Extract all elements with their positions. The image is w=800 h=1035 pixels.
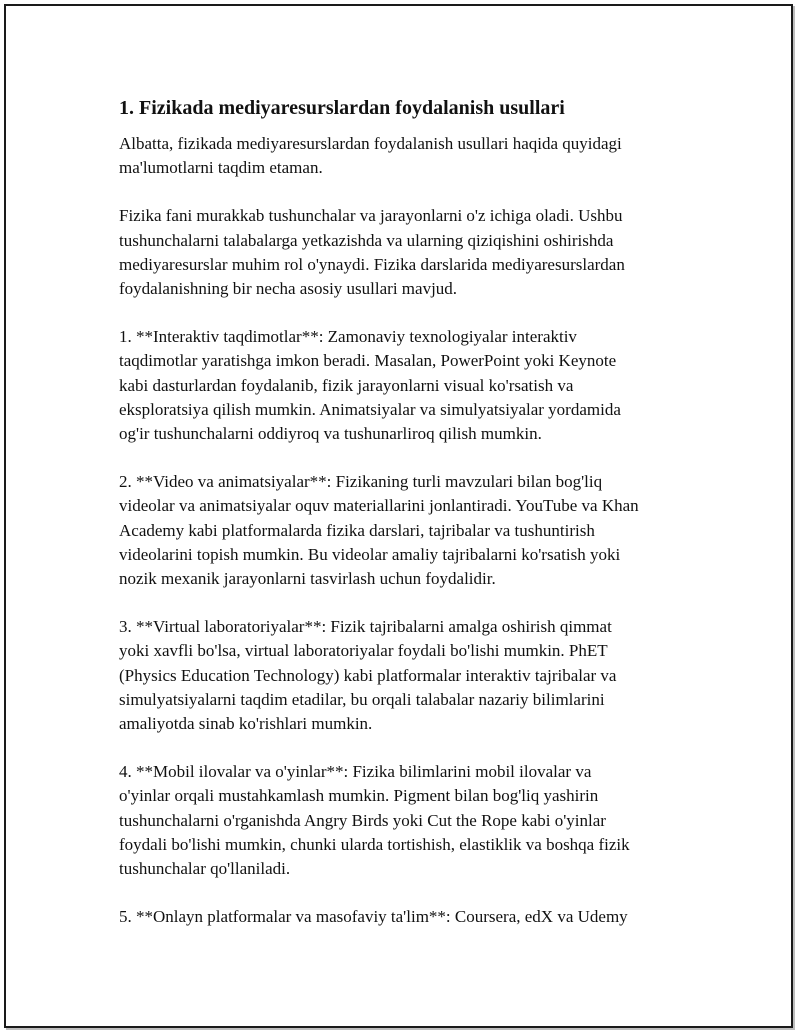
item-online-platforms: 5. **Onlayn platformalar va masofaviy ta'lim**: Coursera, edX va Udemy <box>119 907 628 927</box>
item-mobile-apps-games: 4. **Mobil ilovalar va o'yinlar**: Fizika bilimlarini mobil ilovalar va o'yinlar orqali mustahkamlash mumkin. Pigment bilan bog'liq yashirin tushunchalarni o'rganishda Angry Birds yoki Cut the Rope kabi o'yinlar foydali bo'lishi mumkin, chunki ularda tortishish, elastiklik va boshqa fizik tushunchalar qo'llaniladi. <box>119 762 630 879</box>
item-video-animations: 2. **Video va animatsiyalar**: Fizikaning turli mavzulari bilan bog'liq videolar va animatsiyalar oquv materiallarini jonlantiradi. YouTube va Khan Academy kabi platformalarda fizika darslari, tajribalar va tushuntirish videolarini topish mumkin. Bu videolar amaliy tajribalarni ko'rsatish yoki nozik mexanik jarayonlarni tasvirlash uchun foydalidir. <box>119 472 639 589</box>
intro-paragraph: Albatta, fizikada mediyaresurslardan foydalanish usullari haqida quyidagi ma'lumotlarni taqdim etaman. <box>119 134 622 178</box>
item-virtual-labs: 3. **Virtual laboratoriyalar**: Fizik tajribalarni amalga oshirish qimmat yoki xavfli bo'lsa, virtual laboratoriyalar foydali bo'lishi mumkin. PhET (Physics Education Technology) kabi platformalar interaktiv tajribalar va simulyatsiyalarni taqdim etadilar, bu orqali talabalar nazariy bilimlarini amaliyotda sinab ko'rishlari mumkin. <box>119 617 617 734</box>
document-page <box>4 4 793 1028</box>
item-interactive-presentations: 1. **Interaktiv taqdimotlar**: Zamonaviy texnologiyalar interaktiv taqdimotlar yaratishga imkon beradi. Masalan, PowerPoint yoki Keynote kabi dasturlardan foydalanib, fizik jarayonlarni visual ko'rsatish va eksploratsiya qilish mumkin. Animatsiyalar va simulyatsiyalar yordamida og'ir tushunchalarni oddiyroq va tushunarliroq qilish mumkin. <box>119 327 621 444</box>
overview-paragraph: Fizika fani murakkab tushunchalar va jarayonlarni o'z ichiga oladi. Ushbu tushunchalarni talabalarga yetkazishda va ularning qiziqishini oshirishda mediyaresurslar muhim rol o'ynaydi. Fizika darslarida mediyaresurslardan foydalanishning bir necha asosiy usullari mavjud. <box>119 206 625 299</box>
document-body <box>119 94 699 953</box>
document-title: 1. Fizikada mediyaresurslardan foydalanish usullari <box>119 97 565 119</box>
